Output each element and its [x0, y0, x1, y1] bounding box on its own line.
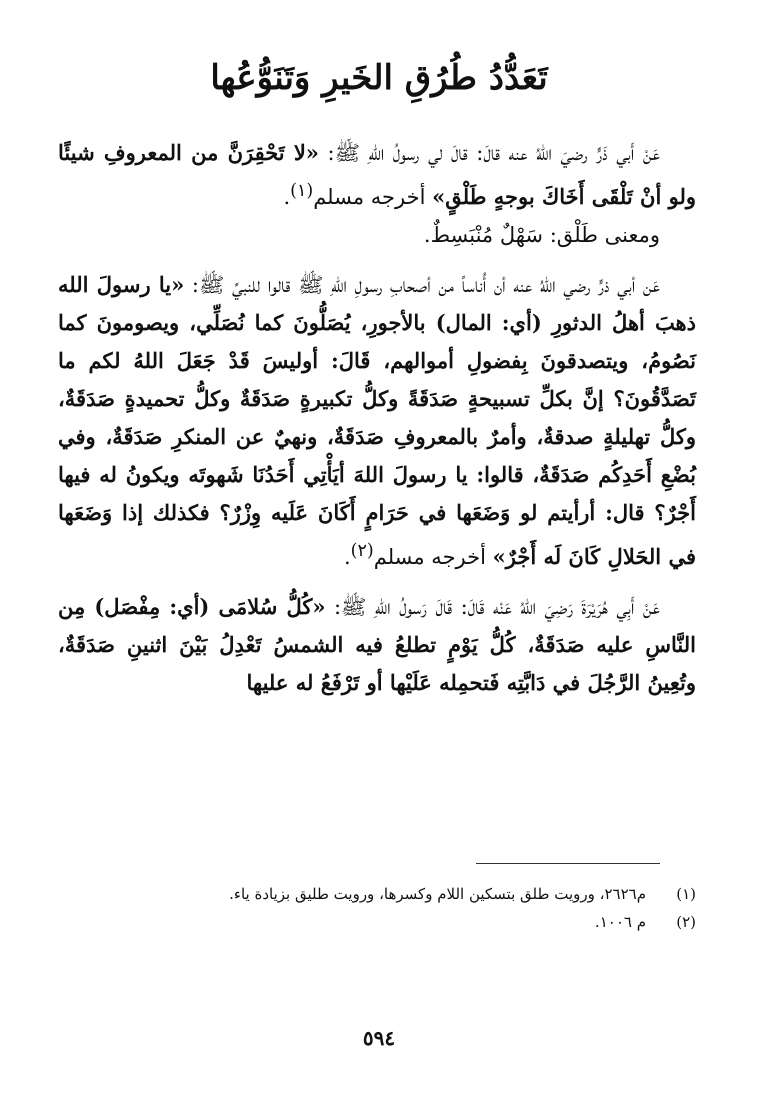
paragraph-3-source: أخرجه مسلم — [373, 545, 493, 569]
paragraph-4 — [58, 588, 696, 702]
footnote-1-text: م٢٦٢٦، ورويت طلق بتسكين اللام وكسرها، ورويت طليق بزيادة ياء. — [229, 885, 646, 903]
paragraph-1-end: . — [283, 185, 291, 209]
footnote-divider — [476, 863, 660, 864]
footnote-2 — [58, 908, 696, 936]
footnotes — [58, 880, 696, 936]
paragraph-1-source: أخرجه مسلم — [313, 185, 433, 209]
paragraph-4-intro: عَنْ أَبِي هُرَيْرَةَ رَضِيَ اللهُ عَنْه قَالَ: قَالَ رَسولُ اللهِ ﷺ: — [325, 595, 661, 619]
footnote-2-text: م ١٠٠٦. — [594, 913, 646, 931]
paragraph-2 — [58, 216, 696, 254]
footnote-ref-2: (٢) — [350, 541, 374, 561]
footnote-ref-1: (١) — [290, 181, 314, 201]
paragraph-1-hadith: «لا تَحْقِرَنَّ من المعروفِ شيئًا ولو أنْ تَلْقَى أَخَاكَ بوجهٍ طَلْقٍ» — [58, 140, 696, 209]
paragraph-3-hadith: «يا رسولَ الله ذهبَ أهلُ الدثورِ (أي: المال) بالأجورِ، يُصَلُّونَ كما نُصَلِّي، ويصومونَ كما نَصُومُ، ويتصدقونَ بِفضولِ أموالهم، قَالَ: أوليسَ قَدْ جَعَلَ اللهُ لكم ما تَصَدَّقُونَ؟ إنَّ بكلِّ تسبيحةٍ صَدَقَةً وكلُّ تكبيرةٍ صَدَقَةٌ وكلُّ تحميدةٍ صَدَقَةٌ، وكلُّ تهليلةٍ صدقةٌ، وأمرٌ بالمعروفِ صَدَقَةٌ، ونهيٌ عن المنكرِ صَدَقَةٌ، وفي بُضْعِ أَحَدِكُم صَدَقَةٌ، قالوا: يا رسولَ اللهَ أيَأْتِي أَحَدُنَا شَهوتَه ويكونُ له فيها أَجْرٌ؟ قال: أرأيتم لو وَضَعَها في حَرَامٍ أَكَانَ عَلَيه وِزْرٌ؟ فكذلك إذا وَضَعَها في الحَلالِ كَانَ لَه أَجْرٌ» — [58, 272, 696, 569]
paragraph-3 — [58, 266, 696, 576]
page-number: ٥٩٤ — [362, 1026, 396, 1050]
paragraph-1-intro: عَنْ أَبي ذَرٍّ رضيَ اللهُ عنه قالَ: قالَ لي رسولُ اللهِ ﷺ: — [318, 141, 660, 165]
footnote-1 — [58, 880, 696, 908]
main-text — [58, 134, 696, 702]
paragraph-1 — [58, 134, 696, 216]
paragraph-3-intro: عَن أبي ذرٍّ رضي اللهُ عنه أن أُناساً من أصحابِ رسولِ اللهِ ﷺ قالوا للنبيِّ ﷺ: — [184, 273, 661, 297]
chapter-title: تَعَدُّدُ طُرُقِ الخَيرِ وَتَنَوُّعُها — [210, 58, 548, 98]
footnote-1-number: (١) — [676, 885, 696, 903]
paragraph-2-text: ومعنى طَلْق: سَهْلٌ مُنْبَسِطٌ. — [423, 223, 660, 247]
paragraph-3-end: . — [343, 545, 351, 569]
paragraph-4-hadith: «كُلُّ سُلامَى (أي: مِفْصَل) مِن النَّاسِ عليه صَدَقَةٌ، كُلُّ يَوْمٍ تطلعُ فيه الشمسُ تَعْدِلُ بَيْنَ اثنينِ صَدَقَةٌ، وتُعِينُ الرَّجُلَ في دَابَّتِه فَتحمِله عَلَيْها أو تَرْفَعُ له عليها — [58, 594, 696, 695]
footnote-2-number: (٢) — [676, 913, 696, 931]
